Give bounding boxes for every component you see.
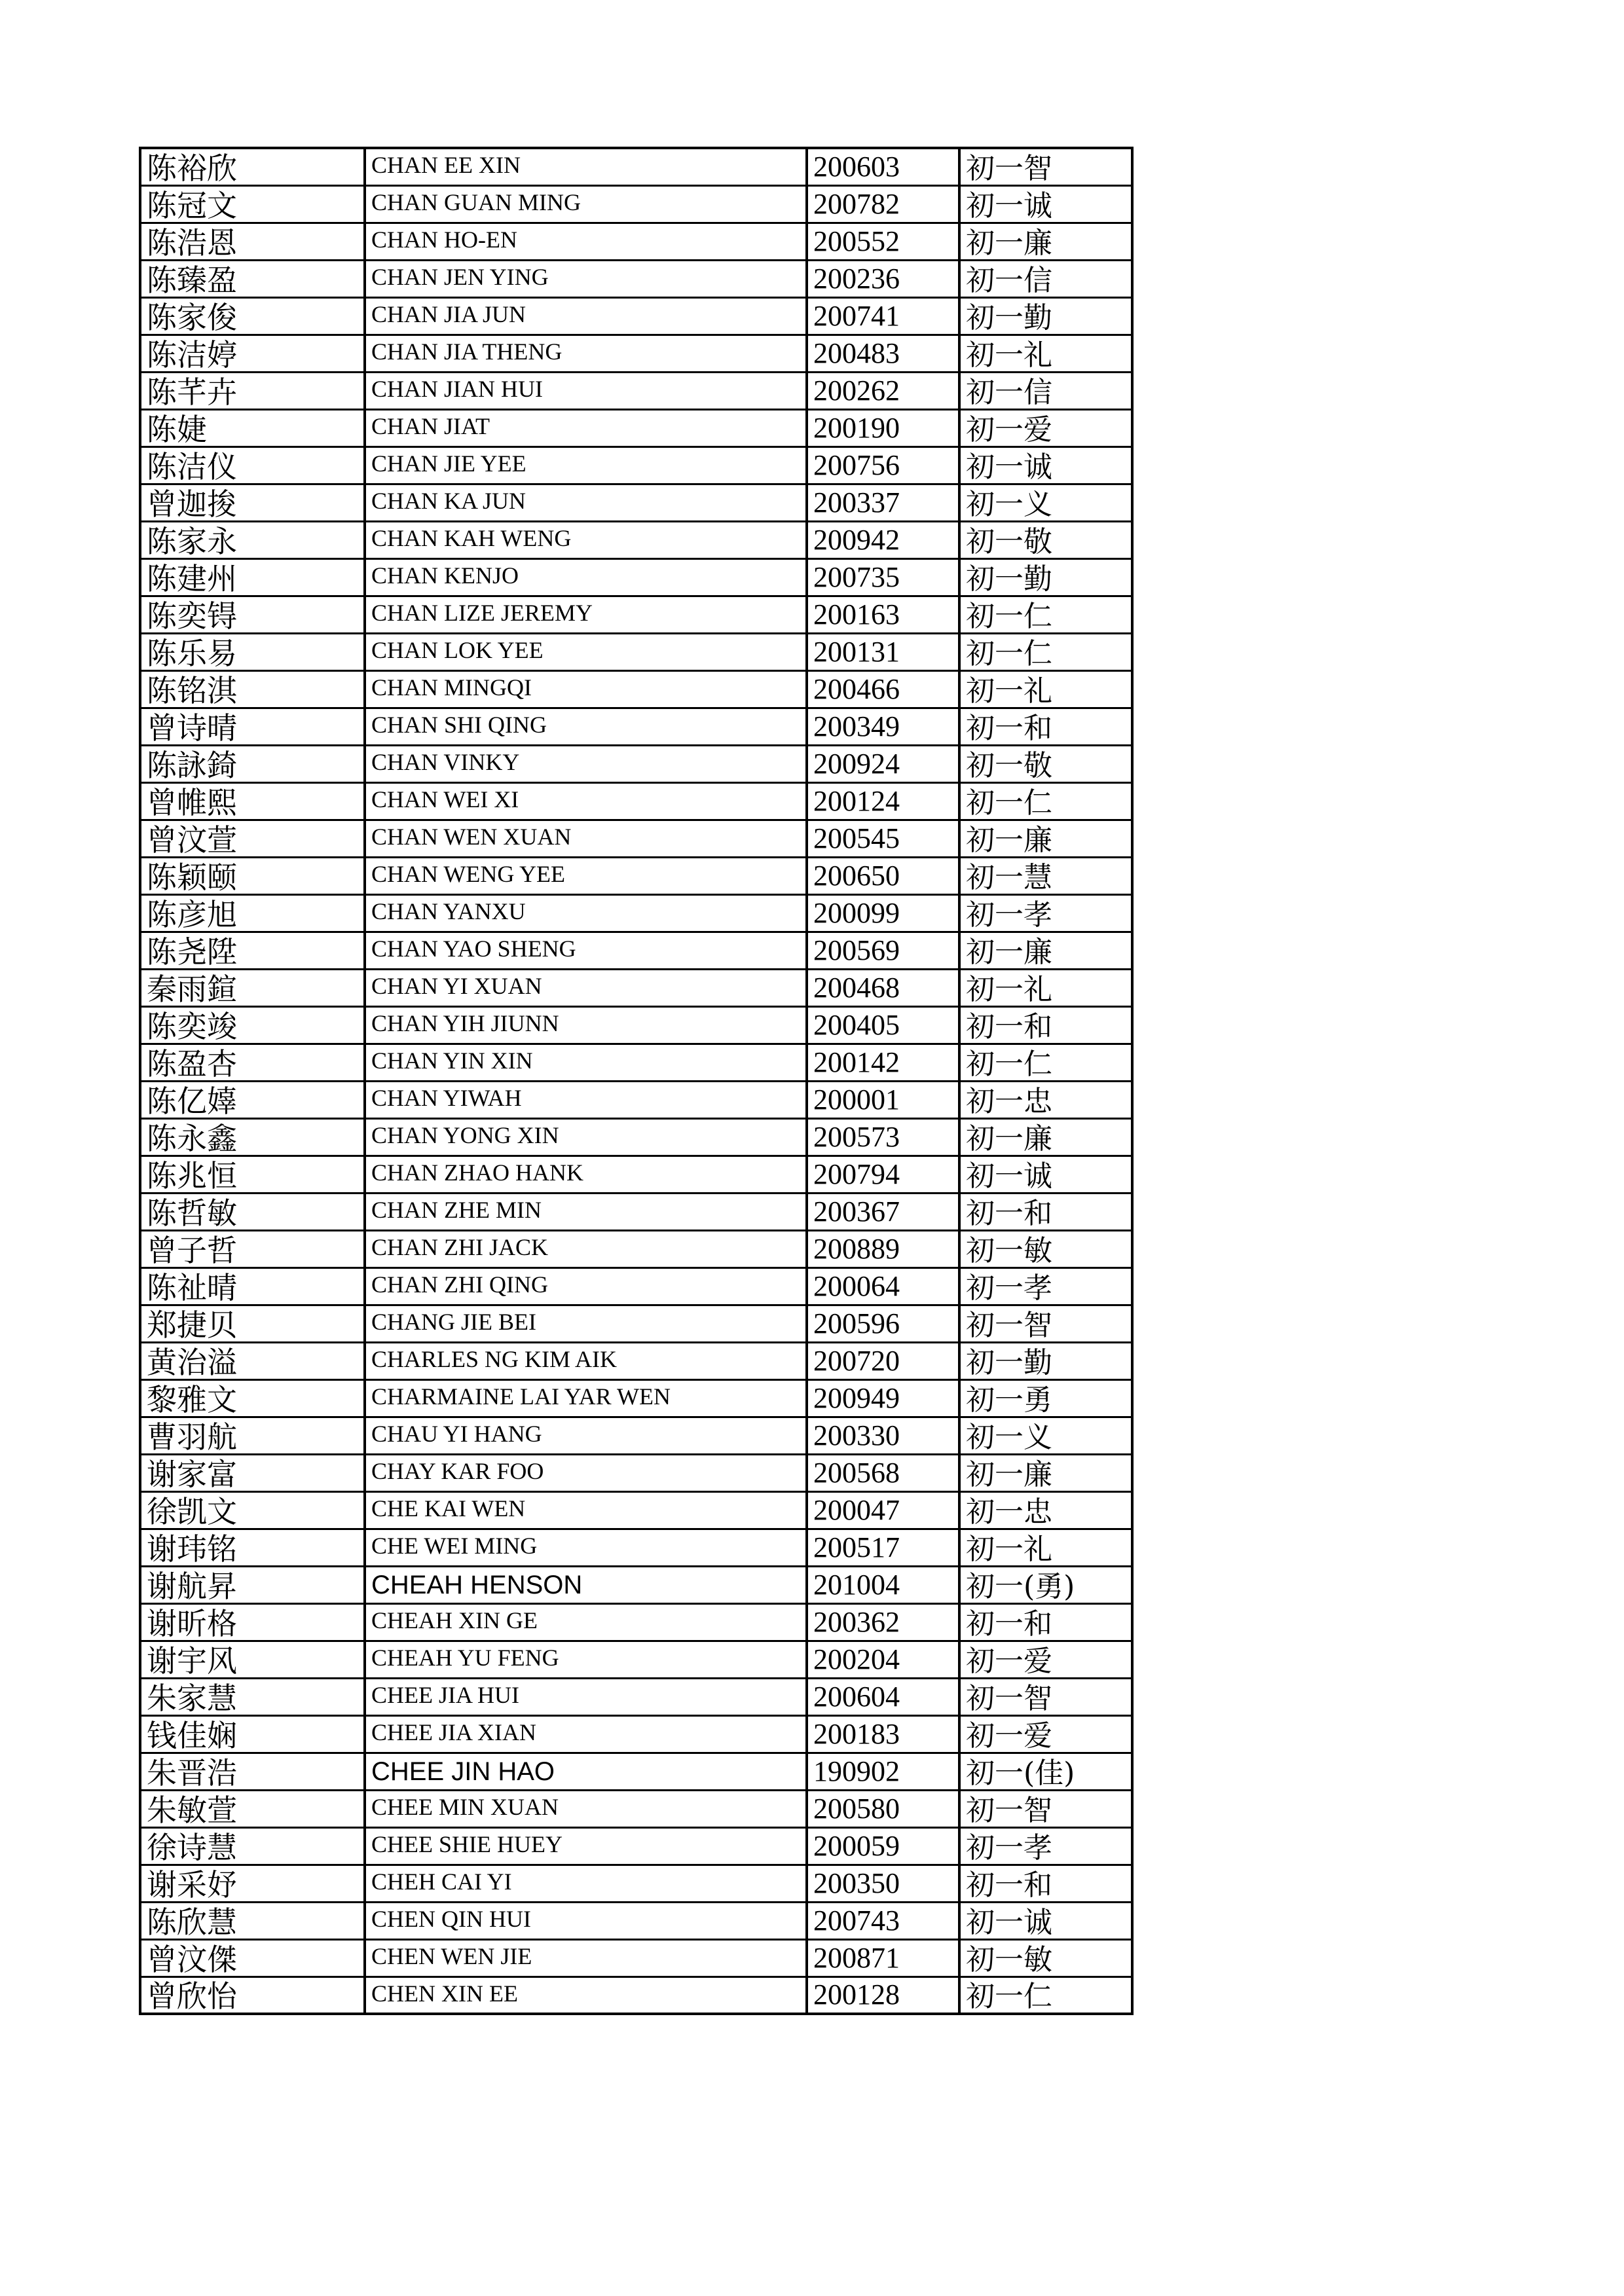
class-cell: 初一敬 (959, 745, 1132, 782)
chinese-name-cell: 曾汶傑 (140, 1939, 365, 1977)
table-row (140, 1827, 1132, 1865)
chinese-name-cell: 秦雨鍹 (140, 969, 365, 1006)
english-name-cell: CHAN HO-EN (365, 223, 807, 260)
english-name-cell: CHEH CAI YI (365, 1865, 807, 1902)
class-cell: 初一诚 (959, 446, 1132, 484)
student-id-cell: 200468 (807, 969, 959, 1006)
chinese-name-cell: 曾欣怡 (140, 1977, 365, 2014)
student-id-cell: 200330 (807, 1417, 959, 1454)
student-id-cell: 200367 (807, 1193, 959, 1230)
english-name-cell: CHAN YIN XIN (365, 1044, 807, 1081)
table-row (140, 1118, 1132, 1156)
class-cell: 初一敏 (959, 1939, 1132, 1977)
table-row (140, 1753, 1132, 1790)
student-id-cell: 200362 (807, 1603, 959, 1641)
student-id-cell: 200604 (807, 1678, 959, 1715)
english-name-cell: CHARLES NG KIM AIK (365, 1342, 807, 1379)
chinese-name-cell: 陈彦旭 (140, 894, 365, 932)
student-id-cell: 200603 (807, 148, 959, 185)
table-row (140, 1865, 1132, 1902)
chinese-name-cell: 陈颖颐 (140, 857, 365, 894)
class-cell: 初一孝 (959, 1267, 1132, 1305)
class-cell: 初一廉 (959, 223, 1132, 260)
class-cell: 初一敏 (959, 1230, 1132, 1267)
chinese-name-cell: 陈建州 (140, 558, 365, 596)
chinese-name-cell: 郑捷贝 (140, 1305, 365, 1342)
class-cell: 初一勤 (959, 297, 1132, 335)
english-name-cell: CHAN SHI QING (365, 708, 807, 745)
student-id-cell: 200128 (807, 1977, 959, 2014)
english-name-cell: CHARMAINE LAI YAR WEN (365, 1379, 807, 1417)
student-id-cell: 200047 (807, 1491, 959, 1529)
student-id-cell: 200924 (807, 745, 959, 782)
class-cell: 初一仁 (959, 782, 1132, 820)
table-row (140, 558, 1132, 596)
chinese-name-cell: 徐诗慧 (140, 1827, 365, 1865)
english-name-cell: CHAN LOK YEE (365, 633, 807, 670)
english-name-cell: CHAN MINGQI (365, 670, 807, 708)
chinese-name-cell: 陈裕欣 (140, 148, 365, 185)
chinese-name-cell: 陈奕锝 (140, 596, 365, 633)
student-id-cell: 200949 (807, 1379, 959, 1417)
chinese-name-cell: 钱佳娴 (140, 1715, 365, 1753)
class-cell: 初一仁 (959, 633, 1132, 670)
english-name-cell: CHAU YI HANG (365, 1417, 807, 1454)
table-row (140, 409, 1132, 446)
english-name-cell: CHEAH HENSON (365, 1566, 807, 1603)
english-name-cell: CHAN YI XUAN (365, 969, 807, 1006)
english-name-cell: CHAN KA JUN (365, 484, 807, 521)
table-row (140, 1715, 1132, 1753)
student-id-cell: 200568 (807, 1454, 959, 1491)
student-id-cell: 200794 (807, 1156, 959, 1193)
class-cell: 初一孝 (959, 894, 1132, 932)
class-cell: 初一智 (959, 1790, 1132, 1827)
chinese-name-cell: 曾子哲 (140, 1230, 365, 1267)
chinese-name-cell: 陈臻盈 (140, 260, 365, 297)
table-row (140, 446, 1132, 484)
chinese-name-cell: 陈浩恩 (140, 223, 365, 260)
chinese-name-cell: 陈奕竣 (140, 1006, 365, 1044)
chinese-name-cell: 黄治溢 (140, 1342, 365, 1379)
class-cell: 初一诚 (959, 185, 1132, 223)
english-name-cell: CHAN ZHI QING (365, 1267, 807, 1305)
student-id-cell: 200142 (807, 1044, 959, 1081)
class-cell: 初一智 (959, 1305, 1132, 1342)
class-cell: 初一廉 (959, 1118, 1132, 1156)
table-row (140, 1156, 1132, 1193)
student-id-cell: 200483 (807, 335, 959, 372)
class-cell: 初一勇 (959, 1379, 1132, 1417)
chinese-name-cell: 曾诗晴 (140, 708, 365, 745)
student-id-cell: 200405 (807, 1006, 959, 1044)
student-id-cell: 200131 (807, 633, 959, 670)
table-row (140, 820, 1132, 857)
english-name-cell: CHAN GUAN MING (365, 185, 807, 223)
class-cell: 初一爱 (959, 1715, 1132, 1753)
english-name-cell: CHAN JIAT (365, 409, 807, 446)
table-row (140, 969, 1132, 1006)
student-id-cell: 200743 (807, 1902, 959, 1939)
chinese-name-cell: 朱敏萱 (140, 1790, 365, 1827)
class-cell: 初一(佳) (959, 1753, 1132, 1790)
table-row (140, 1044, 1132, 1081)
student-id-cell: 190902 (807, 1753, 959, 1790)
class-cell: 初一爱 (959, 1641, 1132, 1678)
english-name-cell: CHAN JIA JUN (365, 297, 807, 335)
table-row (140, 484, 1132, 521)
chinese-name-cell: 谢宇风 (140, 1641, 365, 1678)
table-row (140, 1305, 1132, 1342)
table-row (140, 745, 1132, 782)
table-row (140, 708, 1132, 745)
table-row (140, 782, 1132, 820)
student-id-cell: 200163 (807, 596, 959, 633)
table-row (140, 894, 1132, 932)
english-name-cell: CHAY KAR FOO (365, 1454, 807, 1491)
student-id-cell: 200573 (807, 1118, 959, 1156)
chinese-name-cell: 陈婕 (140, 409, 365, 446)
class-cell: 初一慧 (959, 857, 1132, 894)
chinese-name-cell: 谢玮铭 (140, 1529, 365, 1566)
table-row (140, 372, 1132, 409)
class-cell: 初一廉 (959, 932, 1132, 969)
english-name-cell: CHE KAI WEN (365, 1491, 807, 1529)
student-id-cell: 200236 (807, 260, 959, 297)
student-id-cell: 200720 (807, 1342, 959, 1379)
student-id-cell: 200190 (807, 409, 959, 446)
chinese-name-cell: 朱家慧 (140, 1678, 365, 1715)
class-cell: 初一仁 (959, 1977, 1132, 2014)
class-cell: 初一和 (959, 1006, 1132, 1044)
table-row (140, 335, 1132, 372)
student-id-cell: 200001 (807, 1081, 959, 1118)
english-name-cell: CHAN YAO SHENG (365, 932, 807, 969)
english-name-cell: CHAN JIAN HUI (365, 372, 807, 409)
class-cell: 初一和 (959, 1865, 1132, 1902)
student-id-cell: 200741 (807, 297, 959, 335)
table-row (140, 1454, 1132, 1491)
class-cell: 初一(勇) (959, 1566, 1132, 1603)
english-name-cell: CHEE MIN XUAN (365, 1790, 807, 1827)
table-row (140, 1641, 1132, 1678)
class-cell: 初一信 (959, 260, 1132, 297)
student-id-cell: 200059 (807, 1827, 959, 1865)
table-row (140, 1193, 1132, 1230)
chinese-name-cell: 陈洁婷 (140, 335, 365, 372)
english-name-cell: CHAN ZHAO HANK (365, 1156, 807, 1193)
table-row (140, 521, 1132, 558)
chinese-name-cell: 徐凯文 (140, 1491, 365, 1529)
chinese-name-cell: 陈芊卉 (140, 372, 365, 409)
english-name-cell: CHAN ZHE MIN (365, 1193, 807, 1230)
class-cell: 初一廉 (959, 820, 1132, 857)
chinese-name-cell: 陈洁仪 (140, 446, 365, 484)
class-cell: 初一和 (959, 1193, 1132, 1230)
table-row (140, 1342, 1132, 1379)
english-name-cell: CHEN XIN EE (365, 1977, 807, 2014)
class-cell: 初一和 (959, 708, 1132, 745)
student-id-cell: 200650 (807, 857, 959, 894)
chinese-name-cell: 陈詠錡 (140, 745, 365, 782)
class-cell: 初一仁 (959, 1044, 1132, 1081)
student-id-cell: 200552 (807, 223, 959, 260)
english-name-cell: CHAN JIE YEE (365, 446, 807, 484)
chinese-name-cell: 陈欣慧 (140, 1902, 365, 1939)
english-name-cell: CHAN YONG XIN (365, 1118, 807, 1156)
class-cell: 初一礼 (959, 969, 1132, 1006)
english-name-cell: CHAN WEN XUAN (365, 820, 807, 857)
chinese-name-cell: 谢采妤 (140, 1865, 365, 1902)
chinese-name-cell: 曾迦捘 (140, 484, 365, 521)
class-cell: 初一义 (959, 484, 1132, 521)
english-name-cell: CHEAH YU FENG (365, 1641, 807, 1678)
chinese-name-cell: 陈乐易 (140, 633, 365, 670)
chinese-name-cell: 陈哲敏 (140, 1193, 365, 1230)
chinese-name-cell: 黎雅文 (140, 1379, 365, 1417)
table-row (140, 1230, 1132, 1267)
english-name-cell: CHEE SHIE HUEY (365, 1827, 807, 1865)
student-id-cell: 200545 (807, 820, 959, 857)
english-name-cell: CHAN LIZE JEREMY (365, 596, 807, 633)
student-id-cell: 200337 (807, 484, 959, 521)
english-name-cell: CHAN KENJO (365, 558, 807, 596)
student-id-cell: 200782 (807, 185, 959, 223)
table-row (140, 1529, 1132, 1566)
student-id-cell: 200889 (807, 1230, 959, 1267)
class-cell: 初一勤 (959, 558, 1132, 596)
student-id-cell: 200517 (807, 1529, 959, 1566)
student-id-cell: 200466 (807, 670, 959, 708)
student-id-cell: 200349 (807, 708, 959, 745)
class-cell: 初一孝 (959, 1827, 1132, 1865)
student-id-cell: 200262 (807, 372, 959, 409)
chinese-name-cell: 曾帷熙 (140, 782, 365, 820)
english-name-cell: CHAN YIH JIUNN (365, 1006, 807, 1044)
english-name-cell: CHAN VINKY (365, 745, 807, 782)
class-cell: 初一仁 (959, 596, 1132, 633)
chinese-name-cell: 陈盈杏 (140, 1044, 365, 1081)
table-row (140, 297, 1132, 335)
chinese-name-cell: 陈祉晴 (140, 1267, 365, 1305)
class-cell: 初一智 (959, 148, 1132, 185)
chinese-name-cell: 朱晋浩 (140, 1753, 365, 1790)
class-cell: 初一爱 (959, 409, 1132, 446)
chinese-name-cell: 曹羽航 (140, 1417, 365, 1454)
chinese-name-cell: 陈尧陞 (140, 932, 365, 969)
table-row (140, 1417, 1132, 1454)
table-row (140, 223, 1132, 260)
class-cell: 初一勤 (959, 1342, 1132, 1379)
english-name-cell: CHAN YIWAH (365, 1081, 807, 1118)
chinese-name-cell: 陈冠文 (140, 185, 365, 223)
roster-body (140, 148, 1132, 2014)
table-row (140, 1678, 1132, 1715)
class-cell: 初一诚 (959, 1156, 1132, 1193)
table-row (140, 1006, 1132, 1044)
table-row (140, 1977, 1132, 2014)
class-cell: 初一智 (959, 1678, 1132, 1715)
student-id-cell: 200124 (807, 782, 959, 820)
table-row (140, 1267, 1132, 1305)
class-cell: 初一忠 (959, 1491, 1132, 1529)
student-id-cell: 200064 (807, 1267, 959, 1305)
chinese-name-cell: 陈兆恒 (140, 1156, 365, 1193)
class-cell: 初一礼 (959, 1529, 1132, 1566)
class-cell: 初一廉 (959, 1454, 1132, 1491)
student-id-cell: 200183 (807, 1715, 959, 1753)
table-row (140, 1902, 1132, 1939)
student-id-cell: 200099 (807, 894, 959, 932)
table-row (140, 1790, 1132, 1827)
student-id-cell: 200580 (807, 1790, 959, 1827)
chinese-name-cell: 谢昕格 (140, 1603, 365, 1641)
student-id-cell: 201004 (807, 1566, 959, 1603)
english-name-cell: CHAN JEN YING (365, 260, 807, 297)
class-cell: 初一和 (959, 1603, 1132, 1641)
student-roster-table (139, 147, 1134, 2015)
english-name-cell: CHAN ZHI JACK (365, 1230, 807, 1267)
english-name-cell: CHAN JIA THENG (365, 335, 807, 372)
student-id-cell: 200569 (807, 932, 959, 969)
chinese-name-cell: 陈家永 (140, 521, 365, 558)
chinese-name-cell: 谢航昇 (140, 1566, 365, 1603)
class-cell: 初一敬 (959, 521, 1132, 558)
chinese-name-cell: 陈亿嫴 (140, 1081, 365, 1118)
english-name-cell: CHAN EE XIN (365, 148, 807, 185)
class-cell: 初一礼 (959, 335, 1132, 372)
class-cell: 初一义 (959, 1417, 1132, 1454)
class-cell: 初一忠 (959, 1081, 1132, 1118)
table-row (140, 185, 1132, 223)
student-id-cell: 200756 (807, 446, 959, 484)
student-id-cell: 200596 (807, 1305, 959, 1342)
student-id-cell: 200871 (807, 1939, 959, 1977)
table-row (140, 1939, 1132, 1977)
table-row (140, 1491, 1132, 1529)
class-cell: 初一礼 (959, 670, 1132, 708)
english-name-cell: CHANG JIE BEI (365, 1305, 807, 1342)
student-id-cell: 200204 (807, 1641, 959, 1678)
table-row (140, 148, 1132, 185)
english-name-cell: CHEE JIA HUI (365, 1678, 807, 1715)
chinese-name-cell: 陈家俊 (140, 297, 365, 335)
table-row (140, 857, 1132, 894)
table-row (140, 596, 1132, 633)
table-row (140, 932, 1132, 969)
table-row (140, 1081, 1132, 1118)
english-name-cell: CHAN YANXU (365, 894, 807, 932)
student-id-cell: 200942 (807, 521, 959, 558)
table-row (140, 260, 1132, 297)
chinese-name-cell: 谢家富 (140, 1454, 365, 1491)
english-name-cell: CHEAH XIN GE (365, 1603, 807, 1641)
english-name-cell: CHEE JIN HAO (365, 1753, 807, 1790)
chinese-name-cell: 曾汶萱 (140, 820, 365, 857)
english-name-cell: CHEE JIA XIAN (365, 1715, 807, 1753)
english-name-cell: CHE WEI MING (365, 1529, 807, 1566)
class-cell: 初一信 (959, 372, 1132, 409)
english-name-cell: CHAN WENG YEE (365, 857, 807, 894)
english-name-cell: CHAN KAH WENG (365, 521, 807, 558)
chinese-name-cell: 陈永鑫 (140, 1118, 365, 1156)
table-row (140, 1379, 1132, 1417)
chinese-name-cell: 陈铭淇 (140, 670, 365, 708)
english-name-cell: CHEN QIN HUI (365, 1902, 807, 1939)
table-row (140, 1603, 1132, 1641)
table-row (140, 670, 1132, 708)
table-row (140, 633, 1132, 670)
table-row (140, 1566, 1132, 1603)
english-name-cell: CHAN WEI XI (365, 782, 807, 820)
student-id-cell: 200350 (807, 1865, 959, 1902)
english-name-cell: CHEN WEN JIE (365, 1939, 807, 1977)
class-cell: 初一诚 (959, 1902, 1132, 1939)
student-id-cell: 200735 (807, 558, 959, 596)
